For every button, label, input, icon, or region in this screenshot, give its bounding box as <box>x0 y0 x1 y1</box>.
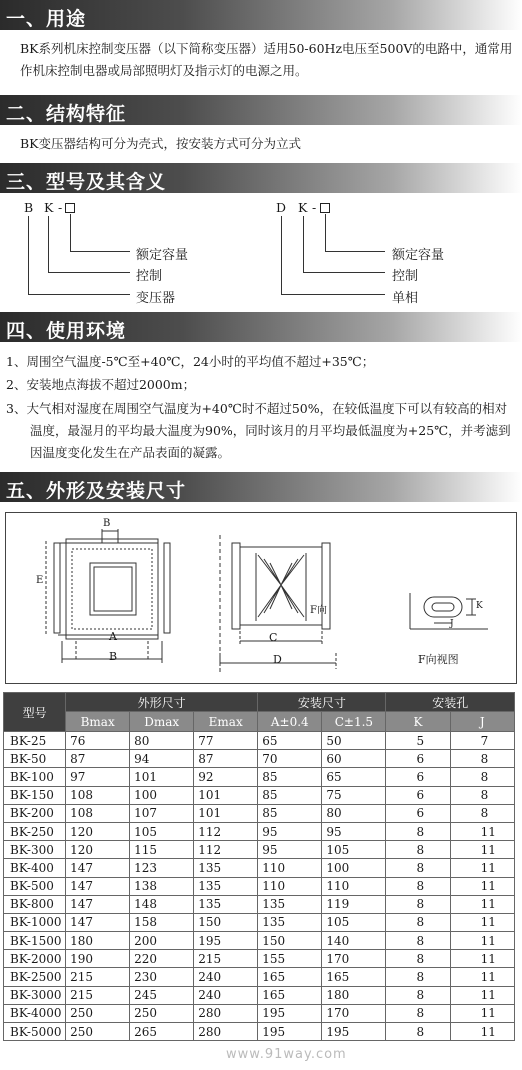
value-cell: 195 <box>258 1023 322 1041</box>
value-cell: 165 <box>258 968 322 986</box>
value-cell: 250 <box>66 1004 130 1022</box>
leader-line <box>28 294 130 295</box>
section-header-structure <box>0 95 522 125</box>
value-cell: 11 <box>450 859 514 877</box>
value-cell: 180 <box>322 986 386 1004</box>
table-row <box>4 932 515 950</box>
value-cell: 95 <box>258 822 322 840</box>
model-cell: BK-1000 <box>4 913 66 931</box>
table-row <box>4 1023 515 1041</box>
leader-line <box>48 272 130 273</box>
value-cell: 155 <box>258 950 322 968</box>
value-cell: 11 <box>450 822 514 840</box>
value-cell: 6 <box>386 804 450 822</box>
watermark: www.91way.com <box>226 1047 347 1062</box>
section-header-model <box>0 163 522 193</box>
value-cell: 135 <box>194 895 258 913</box>
value-cell: 250 <box>66 1023 130 1041</box>
value-cell: 8 <box>386 859 450 877</box>
dim-label-b: B <box>109 650 118 663</box>
model-cell: BK-250 <box>4 822 66 840</box>
value-cell: 265 <box>130 1023 194 1041</box>
value-cell: 195 <box>258 1004 322 1022</box>
value-cell: 119 <box>322 895 386 913</box>
label-rated-capacity: 额定容量 <box>392 248 445 263</box>
value-cell: 85 <box>258 804 322 822</box>
value-cell: 8 <box>386 822 450 840</box>
value-cell: 87 <box>194 750 258 768</box>
value-cell: 215 <box>66 968 130 986</box>
model-cell: BK-800 <box>4 895 66 913</box>
table-row <box>4 1004 515 1022</box>
model-cell: BK-150 <box>4 786 66 804</box>
value-cell: 135 <box>258 895 322 913</box>
dimension-figure <box>5 512 517 684</box>
model-cell: BK-5000 <box>4 1023 66 1041</box>
value-cell: 65 <box>322 768 386 786</box>
label-transformer: 变压器 <box>136 291 176 306</box>
value-cell: 101 <box>130 768 194 786</box>
value-cell: 120 <box>66 822 130 840</box>
value-cell: 135 <box>194 877 258 895</box>
value-cell: 8 <box>450 750 514 768</box>
value-cell: 92 <box>194 768 258 786</box>
model-cell: BK-100 <box>4 768 66 786</box>
value-cell: 147 <box>66 913 130 931</box>
model-cell: BK-2000 <box>4 950 66 968</box>
value-cell: 240 <box>194 986 258 1004</box>
value-cell: 110 <box>322 877 386 895</box>
value-cell: 8 <box>386 913 450 931</box>
value-cell: 230 <box>130 968 194 986</box>
value-cell: 100 <box>130 786 194 804</box>
value-cell: 200 <box>130 932 194 950</box>
structure-paragraph: BK变压器结构可分为壳式，按安装方式可分为立式 <box>20 136 302 151</box>
model-cell: BK-200 <box>4 804 66 822</box>
header-outline-size: 外形尺寸 <box>66 693 258 712</box>
value-cell: 5 <box>386 732 450 750</box>
value-cell: 112 <box>194 841 258 859</box>
table-row <box>4 877 515 895</box>
table-row <box>4 786 515 804</box>
model-cell: BK-2500 <box>4 968 66 986</box>
value-cell: 7 <box>450 732 514 750</box>
value-cell: 6 <box>386 786 450 804</box>
leader-line <box>281 216 282 294</box>
value-cell: 101 <box>194 786 258 804</box>
leader-line <box>70 251 130 252</box>
value-cell: 135 <box>258 913 322 931</box>
dim-label-c: C <box>269 631 278 644</box>
spec-table-body <box>4 732 515 1041</box>
value-cell: 135 <box>194 859 258 877</box>
value-cell: 11 <box>450 877 514 895</box>
value-cell: 8 <box>386 1004 450 1022</box>
value-cell: 165 <box>258 986 322 1004</box>
leader-line <box>325 214 326 251</box>
header-k: K <box>386 712 450 732</box>
value-cell: 108 <box>66 804 130 822</box>
value-cell: 11 <box>450 1004 514 1022</box>
value-cell: 50 <box>322 732 386 750</box>
model-cell: BK-300 <box>4 841 66 859</box>
value-cell: 8 <box>386 950 450 968</box>
value-cell: 8 <box>386 895 450 913</box>
value-cell: 80 <box>322 804 386 822</box>
value-cell: 94 <box>130 750 194 768</box>
model-code-d: D <box>276 200 287 215</box>
dim-label-k: K <box>476 601 483 611</box>
value-cell: 150 <box>258 932 322 950</box>
label-control: 控制 <box>392 269 419 284</box>
value-cell: 85 <box>258 768 322 786</box>
model-cell: BK-500 <box>4 877 66 895</box>
value-cell: 147 <box>66 895 130 913</box>
value-cell: 11 <box>450 932 514 950</box>
value-cell: 110 <box>258 859 322 877</box>
section-header-dimensions <box>0 472 522 502</box>
section-title: 一、用途 <box>6 8 87 30</box>
value-cell: 148 <box>130 895 194 913</box>
leader-line <box>48 216 49 272</box>
value-cell: 140 <box>322 932 386 950</box>
value-cell: 85 <box>258 786 322 804</box>
value-cell: 147 <box>66 859 130 877</box>
section-header-usage <box>0 0 522 30</box>
value-cell: 123 <box>130 859 194 877</box>
spec-table <box>3 692 515 1041</box>
value-cell: 11 <box>450 895 514 913</box>
value-cell: 220 <box>130 950 194 968</box>
value-cell: 112 <box>194 822 258 840</box>
value-cell: 60 <box>322 750 386 768</box>
label-single-phase: 单相 <box>392 291 419 306</box>
header-bmax: Bmax <box>66 712 130 732</box>
value-cell: 105 <box>322 841 386 859</box>
value-cell: 11 <box>450 1023 514 1041</box>
table-row <box>4 859 515 877</box>
value-cell: 280 <box>194 1023 258 1041</box>
value-cell: 87 <box>66 750 130 768</box>
table-row <box>4 841 515 859</box>
value-cell: 11 <box>450 841 514 859</box>
section-header-environment <box>0 312 522 342</box>
value-cell: 65 <box>258 732 322 750</box>
model-cell: BK-25 <box>4 732 66 750</box>
header-mount-hole: 安装孔 <box>386 693 515 712</box>
table-row <box>4 804 515 822</box>
value-cell: 147 <box>66 877 130 895</box>
header-mount-size: 安装尺寸 <box>258 693 386 712</box>
leader-line <box>303 216 304 272</box>
value-cell: 170 <box>322 950 386 968</box>
value-cell: 107 <box>130 804 194 822</box>
header-emax: Emax <box>194 712 258 732</box>
leader-line <box>281 294 385 295</box>
value-cell: 190 <box>66 950 130 968</box>
env-item-3: 3、大气相对湿度在周围空气温度为+40℃时不超过50%，在较低温度下可以有较高的相对温度，最湿月的平均最大温度为90%，同时该月的月平均最低温度为+25℃，并考滤到因温度变化发生在产品表面的凝露。 <box>6 401 511 460</box>
value-cell: 11 <box>450 968 514 986</box>
label-control: 控制 <box>136 269 163 284</box>
header-dmax: Dmax <box>130 712 194 732</box>
value-cell: 95 <box>322 822 386 840</box>
dim-label-j: J <box>450 619 454 629</box>
leader-line <box>303 272 385 273</box>
table-row <box>4 950 515 968</box>
value-cell: 8 <box>450 786 514 804</box>
section-title: 五、外形及安装尺寸 <box>6 480 187 502</box>
value-cell: 158 <box>130 913 194 931</box>
table-row <box>4 913 515 931</box>
value-cell: 80 <box>130 732 194 750</box>
model-cell: BK-1500 <box>4 932 66 950</box>
value-cell: 138 <box>130 877 194 895</box>
value-cell: 11 <box>450 950 514 968</box>
env-item-1: 1、周围空气温度-5℃至+40℃，24小时的平均值不超过+35℃； <box>6 354 375 369</box>
value-cell: 8 <box>386 968 450 986</box>
header-a: A±0.4 <box>258 712 322 732</box>
value-cell: 6 <box>386 768 450 786</box>
value-cell: 215 <box>66 986 130 1004</box>
value-cell: 95 <box>258 841 322 859</box>
env-item-2: 2、安装地点海拔不超过2000m； <box>6 377 196 392</box>
section-title: 四、使用环境 <box>6 320 127 342</box>
value-cell: 215 <box>194 950 258 968</box>
value-cell: 170 <box>322 1004 386 1022</box>
table-row <box>4 968 515 986</box>
label-rated-capacity: 额定容量 <box>136 248 189 263</box>
leader-line <box>325 251 385 252</box>
model-cell: BK-3000 <box>4 986 66 1004</box>
value-cell: 280 <box>194 1004 258 1022</box>
value-cell: 8 <box>386 841 450 859</box>
table-row <box>4 822 515 840</box>
value-cell: 110 <box>258 877 322 895</box>
dim-label-a: A <box>109 630 117 643</box>
value-cell: 105 <box>322 913 386 931</box>
value-cell: 11 <box>450 986 514 1004</box>
value-cell: 245 <box>130 986 194 1004</box>
value-cell: 8 <box>386 877 450 895</box>
value-cell: 97 <box>66 768 130 786</box>
value-cell: 8 <box>386 986 450 1004</box>
leader-line <box>70 214 71 251</box>
value-cell: 105 <box>130 822 194 840</box>
value-cell: 75 <box>322 786 386 804</box>
value-cell: 8 <box>386 932 450 950</box>
f-direction-label: F向 <box>310 605 327 616</box>
value-cell: 76 <box>66 732 130 750</box>
f-view-label: F向视图 <box>418 653 459 666</box>
value-cell: 8 <box>450 804 514 822</box>
table-row <box>4 750 515 768</box>
value-cell: 240 <box>194 968 258 986</box>
leader-line <box>28 216 29 294</box>
section-title: 三、型号及其含义 <box>6 171 167 193</box>
value-cell: 150 <box>194 913 258 931</box>
value-cell: 195 <box>322 1023 386 1041</box>
value-cell: 6 <box>386 750 450 768</box>
model-cell: BK-50 <box>4 750 66 768</box>
capacity-box <box>65 203 75 213</box>
header-model: 型号 <box>4 693 66 732</box>
model-code-k: K <box>44 200 54 215</box>
value-cell: 165 <box>322 968 386 986</box>
model-code-dash: - <box>58 200 63 215</box>
value-cell: 115 <box>130 841 194 859</box>
header-c: C±1.5 <box>322 712 386 732</box>
value-cell: 8 <box>450 768 514 786</box>
value-cell: 11 <box>450 913 514 931</box>
table-row <box>4 768 515 786</box>
table-row <box>4 986 515 1004</box>
table-row <box>4 895 515 913</box>
value-cell: 250 <box>130 1004 194 1022</box>
value-cell: 101 <box>194 804 258 822</box>
header-j: J <box>450 712 514 732</box>
value-cell: 108 <box>66 786 130 804</box>
section-title: 二、结构特征 <box>6 103 127 125</box>
value-cell: 195 <box>194 932 258 950</box>
value-cell: 180 <box>66 932 130 950</box>
model-code-k: K <box>298 200 308 215</box>
value-cell: 100 <box>322 859 386 877</box>
value-cell: 8 <box>386 1023 450 1041</box>
value-cell: 70 <box>258 750 322 768</box>
model-code-dash: - <box>312 200 317 215</box>
model-code-b: B <box>24 200 34 215</box>
value-cell: 120 <box>66 841 130 859</box>
usage-paragraph: BK系列机床控制变压器（以下简称变压器）适用50-60Hz电压至500V的电路中，通常用作机床控制电器或局部照明灯及指示灯的电源之用。 <box>20 41 513 78</box>
model-cell: BK-4000 <box>4 1004 66 1022</box>
capacity-box <box>320 203 330 213</box>
value-cell: 77 <box>194 732 258 750</box>
dim-label-b-top: B <box>103 518 111 529</box>
dim-label-e: E <box>36 575 44 586</box>
dim-label-d: D <box>273 653 282 666</box>
model-cell: BK-400 <box>4 859 66 877</box>
table-row <box>4 732 515 750</box>
